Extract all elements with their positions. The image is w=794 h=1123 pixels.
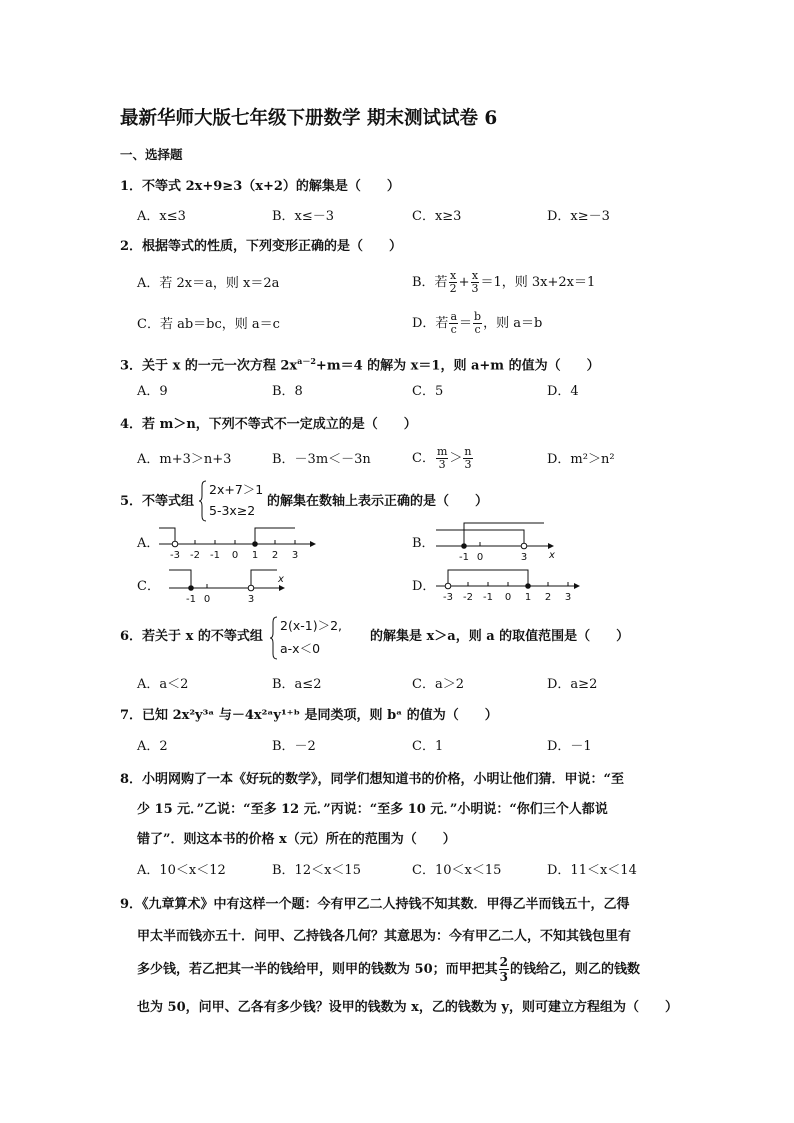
tick-label: 3 [291, 550, 299, 560]
open-dot-icon [445, 583, 451, 589]
q6-inequality-2: a-x＜0 [280, 641, 321, 656]
q8-option-c: C．10＜x＜15 [412, 863, 502, 878]
tick-label: 1 [251, 550, 259, 560]
q4-option-d: D．m²＞n² [547, 452, 615, 467]
fraction-x-over-2: $\frac{x}{2}$ [449, 269, 457, 295]
q6-inequality-system [270, 616, 360, 660]
q5-option-d-label: D． [412, 579, 436, 594]
q3-option-c: C．5 [412, 384, 444, 399]
tick-label: -2 [190, 550, 200, 560]
q1-option-a: A．x≤3 [137, 209, 186, 224]
q2-b-prefix: B．若 [412, 275, 448, 290]
question-1-stem: 1．不等式 2x+9≥3（x+2）的解集是（ ） [120, 179, 400, 194]
q5-option-b-label: B． [412, 536, 435, 551]
fraction-2-over-3: $\frac{2}{3}$ [499, 955, 508, 984]
number-line-c [165, 562, 295, 606]
fraction-x-over-3: $\frac{x}{3}$ [471, 269, 479, 295]
q7-option-c: C．1 [412, 739, 444, 754]
tick-label: -1 [483, 592, 493, 603]
closed-dot-icon [525, 583, 531, 589]
q4-option-a: A．m+3＞n+3 [137, 452, 232, 467]
q6-inequality-1: 2(x-1)＞2, [280, 618, 342, 633]
question-3-stem: 3．关于 x 的一元一次方程 $2x^{a-2}+m=4$ 的解为 x＝1，则 a+m 的值为（ ） [120, 356, 600, 374]
q4-option-c: C． $\frac{m}{3}$ ＞ $\frac{n}{3}$ [412, 445, 472, 471]
q7-option-a: A．2 [137, 739, 168, 754]
fraction-n-over-3: $\frac{n}{3}$ [464, 445, 472, 471]
axis-x-label: x [549, 550, 555, 561]
q3-option-b: B．8 [272, 384, 303, 399]
tick-label: -3 [443, 592, 453, 603]
question-6-prefix: 6．若关于 x 的不等式组 [120, 629, 263, 644]
question-4-stem: 4．若 m＞n，下列不等式不一定成立的是（ ） [120, 417, 417, 432]
q6-option-c: C．a＞2 [412, 677, 464, 692]
tick-label: -3 [170, 550, 180, 560]
tick-label: 2 [544, 592, 552, 603]
q5-option-a-label: A． [137, 536, 160, 551]
q8-option-b: B．12＜x＜15 [272, 863, 361, 878]
question-8-line-1: 8．小明网购了一本《好玩的数学》，同学们想知道书的价格，小明让他们猜．甲说：“至 [120, 772, 625, 787]
q6-option-d: D．a≥2 [547, 677, 598, 692]
open-dot-icon [172, 541, 178, 547]
q2-b-suffix: ＝1，则 3x+2x＝1 [480, 275, 596, 290]
question-9-line-4: 也为 50，问甲、乙各有多少钱？设甲的钱数为 x，乙的钱数为 y，则可建立方程组为（ ） [137, 1000, 678, 1015]
q2-option-c: C．若 ab＝bc，则 a＝c [137, 317, 280, 332]
q1-option-d: D．x≥－3 [547, 209, 610, 224]
q6-option-a: A．a＜2 [137, 677, 189, 692]
tick-label: 0 [231, 550, 239, 560]
q2-option-d: D．若 $\frac{a}{c}$ ＝ $\frac{b}{c}$ ，则 a＝b [412, 310, 543, 336]
tick-label: -1 [186, 594, 196, 605]
question-5-prefix: 5．不等式组 [120, 494, 195, 509]
q1-option-b: B．x≤－3 [272, 209, 335, 224]
tick-label: -2 [463, 592, 473, 603]
tick-label: 3 [520, 552, 528, 563]
q3-option-d: D．4 [547, 384, 579, 399]
tick-label: 2 [271, 550, 279, 560]
tick-label: 0 [504, 592, 512, 603]
brace-icon [199, 480, 207, 522]
tick-label: 3 [564, 592, 572, 603]
question-6-suffix: 的解集是 x＞a，则 a 的取值范围是（ ） [370, 629, 630, 644]
question-9-line-2: 甲太半而钱亦五十．问甲、乙持钱各几何？其意思为：今有甲乙二人，不知其钱包里有 [137, 929, 632, 944]
q5-inequality-2: 5-3x≥2 [209, 503, 256, 518]
q7-option-d: D．－1 [547, 739, 592, 754]
q1-option-c: C．x≥3 [412, 209, 462, 224]
q5-inequality-system [199, 480, 265, 522]
axis-x-label: x [278, 574, 284, 585]
q3-option-a: A．9 [137, 384, 168, 399]
open-dot-icon [248, 585, 254, 591]
question-8-line-2: 少 15 元．”乙说：“至多 12 元．”丙说：“至多 10 元．”小明说：“你们三个人都说 [137, 802, 608, 817]
question-8-line-3: 错了”．则这本书的价格 x（元）所在的范围为（ ） [137, 832, 456, 847]
q2-d-prefix: D．若 [412, 316, 449, 331]
page-title: 最新华师大版七年级下册数学 期末测试试卷 6 [120, 108, 498, 129]
tick-label: 0 [203, 594, 211, 605]
q8-option-d: D．11＜x＜14 [547, 863, 637, 878]
q2-option-a: A．若 2x＝a，则 x＝2a [137, 276, 280, 291]
brace-icon [270, 616, 278, 660]
tick-label: 1 [524, 592, 532, 603]
tick-label: 3 [247, 594, 255, 605]
question-2-stem: 2．根据等式的性质，下列变形正确的是（ ） [120, 239, 403, 254]
q2-d-suffix: ，则 a＝b [483, 316, 543, 331]
q5-inequality-1: 2x+7＞1 [209, 482, 264, 497]
question-5-suffix: 的解集在数轴上表示正确的是（ ） [267, 494, 489, 509]
number-line-b [432, 518, 562, 564]
fraction-m-over-3: $\frac{m}{3}$ [436, 445, 448, 471]
closed-dot-icon [461, 543, 467, 549]
q8-option-a: A．10＜x＜12 [137, 863, 226, 878]
q4-option-b: B．－3m＜－3n [272, 452, 371, 467]
tick-label: -1 [210, 550, 220, 560]
open-dot-icon [521, 543, 527, 549]
q7-option-b: B．－2 [272, 739, 316, 754]
q5-option-c-label: C． [137, 579, 160, 594]
question-9-line-3: 多少钱，若乙把其一半的钱给甲，则甲的钱数为 50；而甲把其 $\frac{2}{3}$ 的钱给乙，则乙的钱数 [137, 955, 640, 984]
tick-label: -1 [459, 552, 469, 563]
closed-dot-icon [252, 541, 258, 547]
q2-option-b: B．若 $\frac{x}{2}$ + $\frac{x}{3}$ ＝1，则 3x+2x＝1 [412, 269, 596, 295]
fraction-b-over-c: $\frac{b}{c}$ [474, 310, 482, 336]
number-line-a [155, 522, 320, 560]
number-line-d [432, 560, 582, 604]
section-heading: 一、选择题 [120, 147, 183, 162]
question-9-line-1: 9．《九章算术》中有这样一个题：今有甲乙二人持钱不知其数．甲得乙半而钱五十，乙得 [120, 897, 630, 912]
question-7-stem: 7．已知 2x²y³ᵃ 与－4x²ᵃy¹⁺ᵇ 是同类项，则 bᵃ 的值为（ ） [120, 708, 498, 723]
fraction-a-over-c: $\frac{a}{c}$ [450, 310, 457, 336]
tick-label: 0 [476, 552, 484, 563]
q6-option-b: B．a≤2 [272, 677, 322, 692]
closed-dot-icon [188, 585, 194, 591]
